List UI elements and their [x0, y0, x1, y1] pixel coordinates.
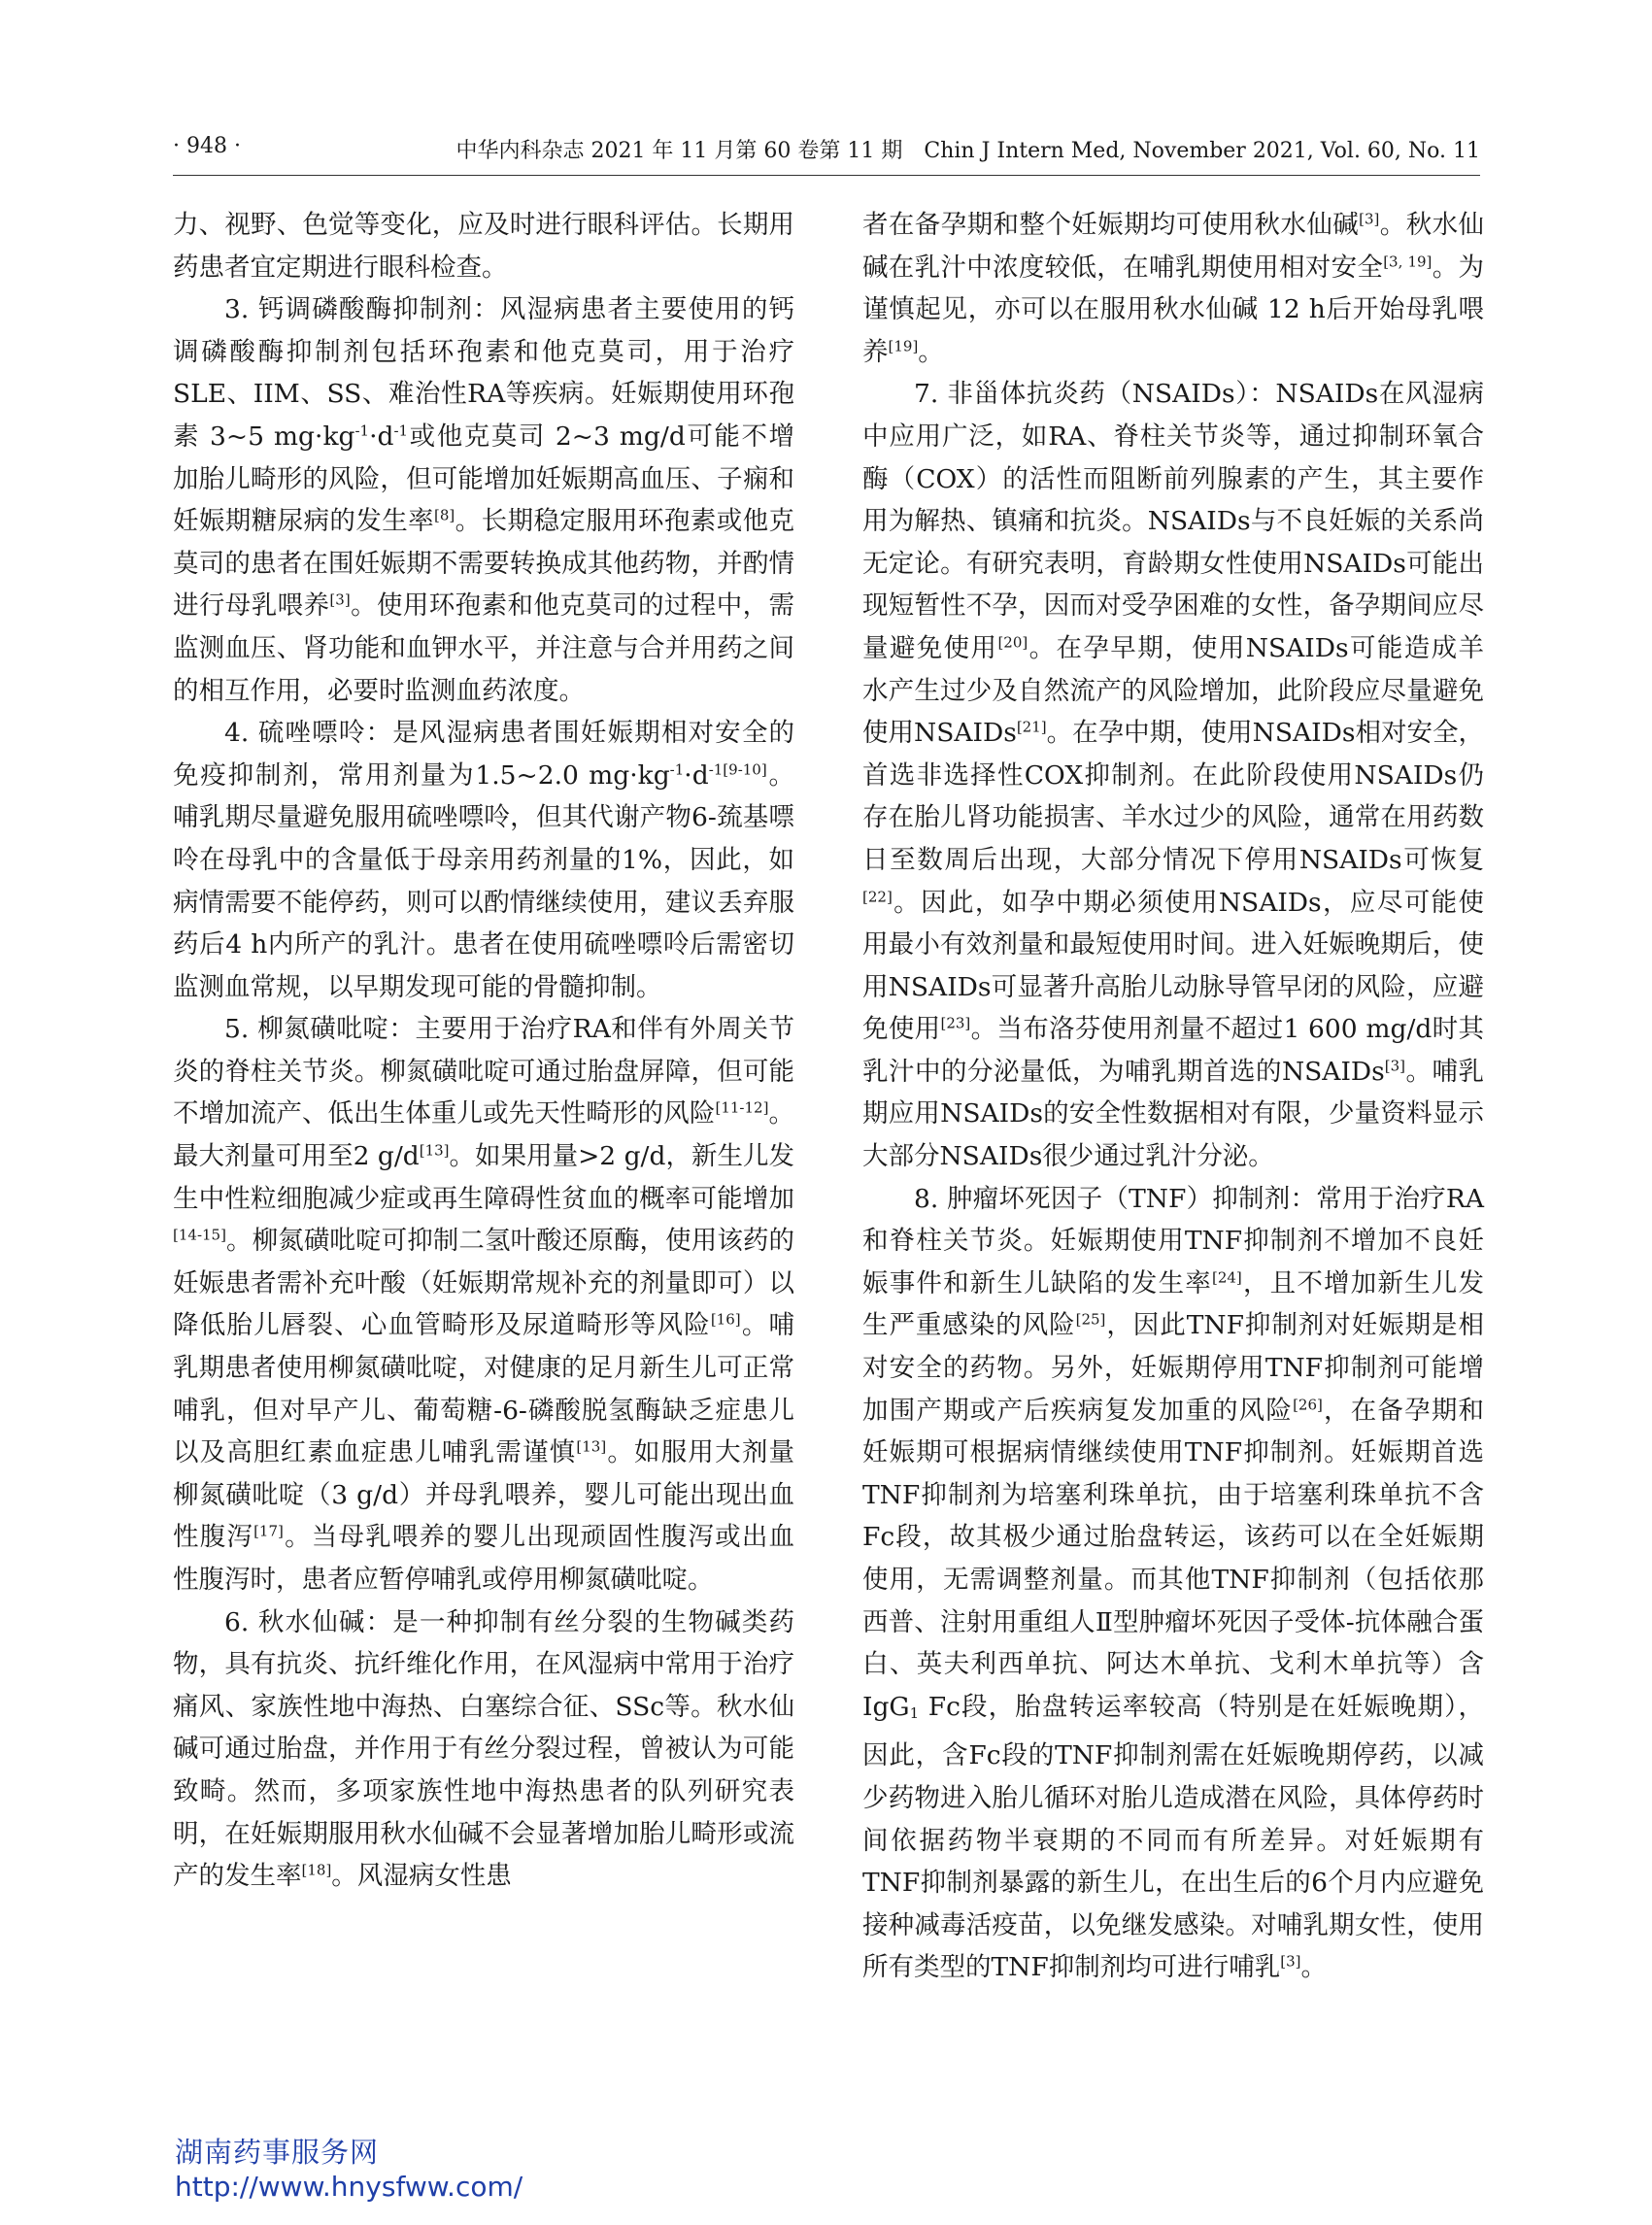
citation: [3] [1280, 1952, 1301, 1971]
paragraph-colchicine-continued: 者在备孕期和整个妊娠期均可使用秋水仙碱[3]。秋水仙碱在乳汁中浓度较低，在哺乳期使用相对安全[3, 19]。为谨慎起见，亦可以在服用秋水仙碱 12 h后开始母乳喂养[19]。 [862, 210, 1485, 367]
watermark-url: http://www.hnysfww.com/ [175, 2171, 523, 2203]
paragraph-sulfasalazine: 5. 柳氮磺吡啶：主要用于治疗RA和伴有外周关节炎的脊柱关节炎。柳氮磺吡啶可通过胎盘屏障，但可能不增加流产、低出生体重儿或先天性畸形的风险[11-12]。最大剂量可用至2 g/d[13]。如果用量>2 g/d，新生儿发生中性粒细胞减少症或再生障碍性贫血的概率可能增加[14-15]。柳氮磺吡啶可抑制二氢叶酸还原酶，使用该药的妊娠患者需补充叶酸（妊娠期常规补充的剂量即可）以降低胎儿唇裂、心血管畸形及尿道畸形等风险[16]。哺乳期患者使用柳氮磺吡啶，对健康的足月新生儿可正常哺乳，但对早产儿、葡萄糖-6-磷酸脱氢酶缺乏症患儿以及高胆红素血症患儿哺乳需谨慎[13]。如服用大剂量柳氮磺吡啶（3 g/d）并母乳喂养，婴儿可能出现出血性腹泻[17]。当母乳喂养的婴儿出现顽固性腹泻或出血性腹泻时，患者应暂停哺乳或停用柳氮磺吡啶。 [173, 1014, 795, 1595]
citation: [13] [419, 1141, 450, 1160]
citation: [14-15] [173, 1226, 226, 1244]
page-number: · 948 · [173, 134, 241, 158]
citation: [21] [1016, 718, 1047, 736]
left-column [173, 204, 794, 1898]
paragraph-azathioprine: 4. 硫唑嘌呤：是风湿病患者围妊娠期相对安全的免疫抑制剂，常用剂量为1.5~2.0 $mg\cdot kg^{-1}\cdot d^{-1[9-10]}$。哺乳期尽量避免服用硫唑嘌呤，但其代谢产物6-巯基嘌呤在母乳中的含量低于母亲用药剂量的1%，因此，如病情需要不能停药，则可以酌情继续使用，建议丢弃服药后4 h内所产的乳汁。患者在使用硫唑嘌呤后需密切监测血常规，以早期发现可能的骨髓抑制。 [173, 718, 795, 1002]
citation: [3] [1384, 1057, 1406, 1075]
watermark [175, 2135, 523, 2205]
journal-citation: 中华内科杂志 2021 年 11 月第 60 卷第 11 期 Chin J Intern Med, November 2021, Vol. 60, No. 11 [455, 139, 1480, 163]
running-header [173, 134, 1480, 173]
citation: [20] [997, 633, 1028, 652]
citation: [26] [1293, 1395, 1323, 1413]
citation: [24] [1211, 1268, 1242, 1287]
citation: [3] [1359, 210, 1380, 228]
watermark-site-name: 湖南药事服务网 [175, 2136, 380, 2169]
paragraph-nsaids: 7. 非甾体抗炎药（NSAIDs）：NSAIDs在风湿病中应用广泛，如RA、脊柱关节炎等，通过抑制环氧合酶（COX）的活性而阻断前列腺素的产生，其主要作用为解热、镇痛和抗炎。NSAIDs与不良妊娠的关系尚无定论。有研究表明，育龄期女性使用NSAIDs可能出现短暂性不孕，因而对受孕困难的女性，备孕期间应尽量避免使用[20]。在孕早期，使用NSAIDs可能造成羊水产生过少及自然流产的风险增加，此阶段应尽量避免使用NSAIDs[21]。在孕中期，使用NSAIDs相对安全，首选非选择性COX抑制剂。在此阶段使用NSAIDs仍存在胎儿肾功能损害、羊水过少的风险，通常在用药数日至数周后出现，大部分情况下停用NSAIDs可恢复[22]。因此，如孕中期必须使用NSAIDs，应尽可能使用最小有效剂量和最短使用时间。进入妊娠晚期后，使用NSAIDs可显著升高胎儿动脉导管早闭的风险，应避免使用[23]。当布洛芬使用剂量不超过1 600 mg/d时其乳汁中的分泌量低，为哺乳期首选的NSAIDs[3]。哺乳期应用NSAIDs的安全性数据相对有限，少量资料显示大部分NSAIDs很少通过乳汁分泌。 [862, 379, 1485, 1172]
paragraph-tnf-inhibitors: 8. 肿瘤坏死因子（TNF）抑制剂：常用于治疗RA和脊柱关节炎。妊娠期使用TNF抑制剂不增加不良妊娠事件和新生儿缺陷的发生率[24]，且不增加新生儿发生严重感染的风险[25]，因此TNF抑制剂对妊娠期是相对安全的药物。另外，妊娠期停用TNF抑制剂可能增加围产期或产后疾病复发加重的风险[26]，在备孕期和妊娠期可根据病情继续使用TNF抑制剂。妊娠期首选TNF抑制剂为培塞利珠单抗，由于培塞利珠单抗不含Fc段，故其极少通过胎盘转运，该药可以在全妊娠期使用，无需调整剂量。而其他TNF抑制剂（包括依那西普、注射用重组人Ⅱ型肿瘤坏死因子受体-抗体融合蛋白、英夫利西单抗、阿达木单抗、戈利木单抗等）含IgG$_1$ Fc段，胎盘转运率较高（特别是在妊娠晚期），因此，含Fc段的TNF抑制剂需在妊娠晚期停药，以减少药物进入胎儿循环对胎儿造成潜在风险，具体停药时间依据药物半衰期的不同而有所差异。对妊娠期有TNF抑制剂暴露的新生儿，在出生后的6个月内应避免接种减毒活疫苗，以免继发感染。对哺乳期女性，使用所有类型的TNF抑制剂均可进行哺乳[3]。 [862, 1183, 1485, 1983]
header-rule [173, 175, 1480, 176]
paragraph-eye-exam: 力、视野、色觉等变化，应及时进行眼科评估。长期用药患者宜定期进行眼科检查。 [173, 210, 794, 283]
citation: [25] [1075, 1310, 1106, 1329]
citation: [8] [434, 506, 455, 524]
citation: [19] [888, 337, 919, 355]
citation: [18] [301, 1861, 332, 1879]
citation: [16] [710, 1310, 741, 1329]
citation: [11-12] [715, 1098, 769, 1117]
citation: [3, 19] [1383, 252, 1433, 270]
citation: [17] [253, 1522, 284, 1540]
citation: [13] [576, 1437, 607, 1456]
citation: [3] [329, 590, 351, 609]
paragraph-calcineurin-inhibitors: 3. 钙调磷酸酶抑制剂：风湿病患者主要使用的钙调磷酸酶抑制剂包括环孢素和他克莫司，用于治疗SLE、IIM、SS、难治性RA等疾病。妊娠期使用环孢素 3~5 $mg\cdot kg^{-1}\cdot d^{-1}$或他克莫司 2~3 mg/d可能不增加胎儿畸形的风险，但可能增加妊娠期高血压、子痫和妊娠期糖尿病的发生率[8]。长期稳定服用环孢素或他克莫司的患者在围妊娠期不需要转换成其他药物，并酌情进行母乳喂养[3]。使用环孢素和他克莫司的过程中，需监测血压、肾功能和血钾水平，并注意与合并用药之间的相互作用，必要时监测血药浓度。 [173, 294, 795, 706]
paragraph-colchicine: 6. 秋水仙碱：是一种抑制有丝分裂的生物碱类药物，具有抗炎、抗纤维化作用，在风湿病中常用于治疗痛风、家族性地中海热、白塞综合征、SSc等。秋水仙碱可通过胎盘，并作用于有丝分裂过程，曾被认为可能致畸。然而，多项家族性地中海热患者的队列研究表明，在妊娠期服用秋水仙碱不会显著增加胎儿畸形或流产的发生率[18]。风湿病女性患 [173, 1606, 794, 1892]
citation: [23] [940, 1014, 971, 1032]
citation: [22] [862, 887, 893, 905]
right-column [862, 204, 1484, 1989]
